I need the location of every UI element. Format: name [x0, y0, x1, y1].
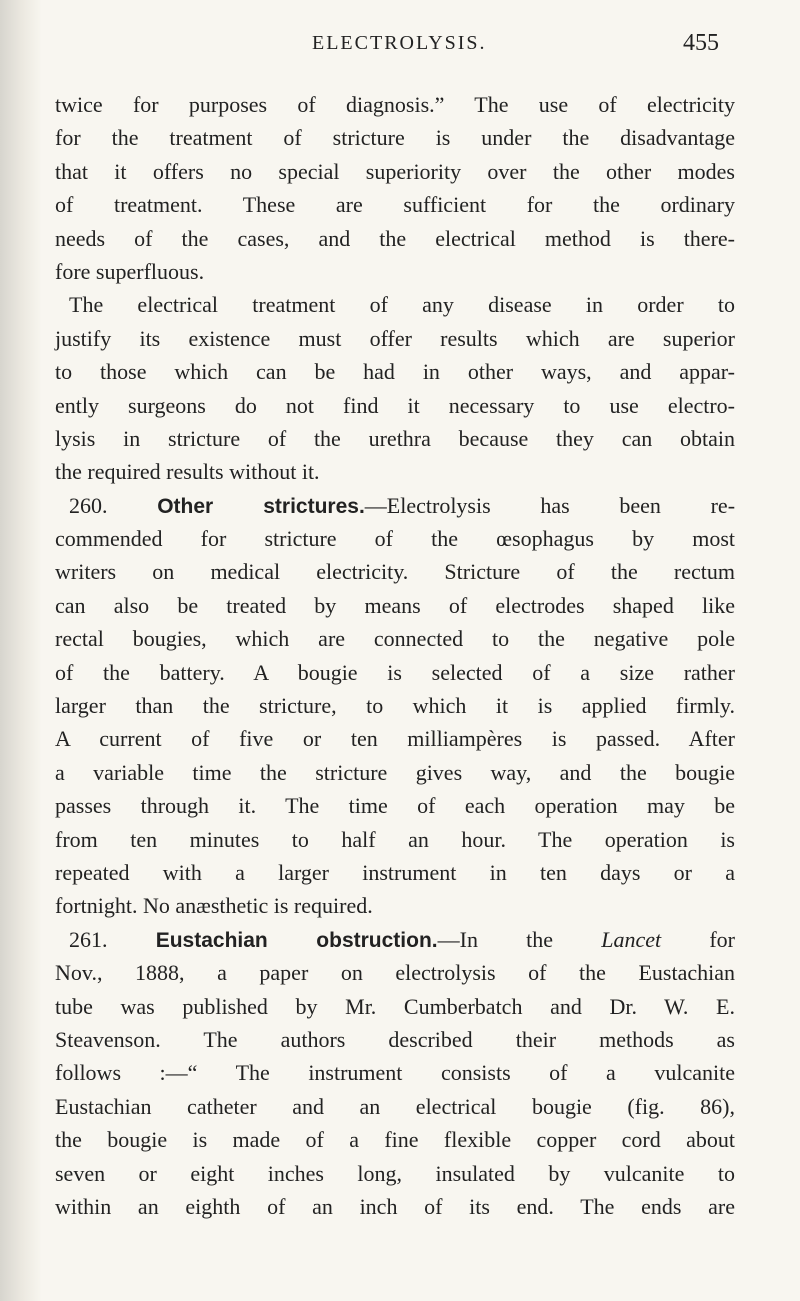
- text-line: rectal bougies, which are connected to the negative pole: [55, 626, 735, 652]
- section-heading-continuation: —Electrolysis has been re-: [364, 492, 736, 518]
- text-line: passes through it. The time of each operation may be: [55, 793, 735, 819]
- page-gutter-shadow: [0, 0, 42, 1301]
- section-260-heading-line: [55, 489, 735, 522]
- text-line: larger than the stricture, to which it is applied firmly.: [55, 693, 735, 719]
- text-line: follows :—“ The instrument consists of a vulcanite: [55, 1060, 735, 1086]
- text-line: Eustachian catheter and an electrical bougie (fig. 86),: [55, 1093, 735, 1119]
- text-line: needs of the cases, and the electrical method is there-: [55, 225, 735, 251]
- text-line: lysis in stricture of the urethra because they can obtain: [55, 425, 735, 451]
- text-line: within an eighth of an inch of its end. The ends are: [55, 1193, 735, 1219]
- text-line: of the battery. A bougie is selected of a size rather: [55, 659, 735, 685]
- text-line: repeated with a larger instrument in ten days or a: [55, 859, 735, 885]
- running-head: [0, 24, 800, 64]
- text-line: The electrical treatment of any disease in order to: [69, 292, 735, 318]
- text-line: A current of five or ten milliampères is passed. After: [55, 726, 735, 752]
- section-text-before: —In the: [437, 926, 602, 952]
- journal-title: Lancet: [601, 926, 662, 952]
- text-line: justify its existence must offer results which are superior: [55, 325, 735, 351]
- text-line: fortnight. No anæsthetic is required.: [55, 893, 373, 919]
- section-heading: Eustachian obstruction.: [155, 928, 438, 952]
- text-line: from ten minutes to half an hour. The operation is: [55, 826, 735, 852]
- body-text: [55, 88, 735, 1223]
- text-line: of treatment. These are sufficient for the ordinary: [55, 192, 735, 218]
- text-line: for the treatment of stricture is under the disadvantage: [55, 125, 735, 151]
- section-heading: Other strictures.: [157, 494, 365, 518]
- section-text-after: for: [661, 926, 736, 952]
- text-line: twice for purposes of diagnosis.” The use of electricity: [55, 92, 735, 117]
- text-line: writers on medical electricity. Stricture of the rectum: [55, 559, 735, 585]
- text-line: to those which can be had in other ways, and appar-: [55, 359, 735, 385]
- text-line: the bougie is made of a fine flexible copper cord about: [55, 1127, 735, 1153]
- text-line: ently surgeons do not find it necessary to use electro-: [55, 392, 735, 418]
- text-line: that it offers no special superiority over the other modes: [55, 158, 735, 184]
- text-line: a variable time the stricture gives way, and the bougie: [55, 759, 735, 785]
- section-number: 261.: [69, 926, 108, 952]
- text-line: tube was published by Mr. Cumberbatch and Dr. W. E.: [55, 993, 735, 1019]
- section-261-heading-line: [55, 923, 735, 956]
- page-number: 455: [683, 30, 719, 56]
- text-line: can also be treated by means of electrodes shaped like: [55, 592, 735, 618]
- section-number: 260.: [69, 492, 108, 518]
- text-line: fore superfluous.: [55, 258, 205, 284]
- text-line: the required results without it.: [55, 459, 320, 485]
- text-line: seven or eight inches long, insulated by vulcanite to: [55, 1160, 735, 1186]
- text-line: commended for stricture of the œsophagus by most: [55, 526, 735, 552]
- running-head-title: ELECTROLYSIS.: [312, 32, 487, 54]
- text-line: Steavenson. The authors described their methods as: [55, 1026, 735, 1052]
- text-line: Nov., 1888, a paper on electrolysis of the Eustachian: [55, 960, 735, 986]
